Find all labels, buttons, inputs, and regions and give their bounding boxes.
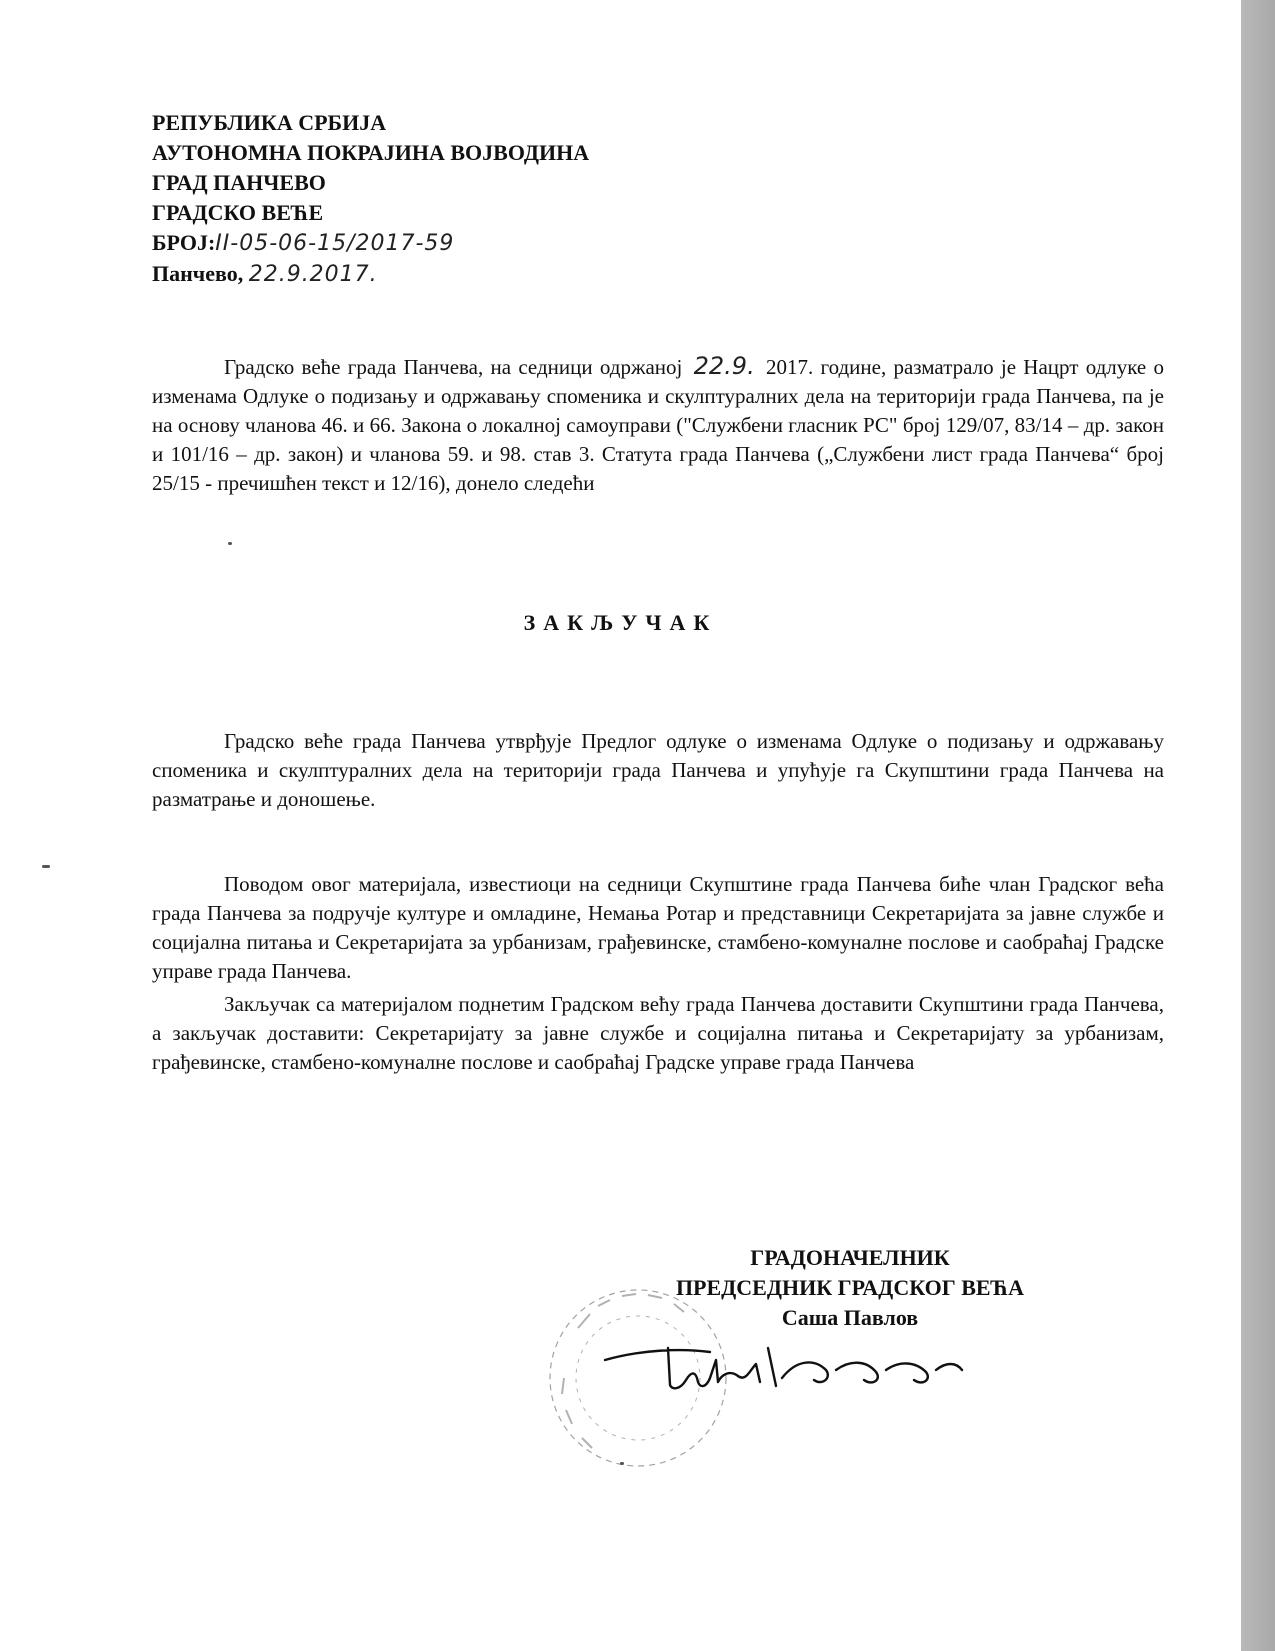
- paragraph-1: Градско веће града Панчева утврђује Предлог одлуке о изменама Одлуке о подизању и одржавању споменика и скулптуралних дела на територији града Панчева и упућује га Скупштини града Панчева на разматрање и доношење.: [152, 729, 1164, 811]
- header-council: ГРАДСКО ВЕЋЕ: [152, 200, 324, 225]
- signatory-name: Саша Павлов: [781, 1305, 919, 1330]
- handwritten-signature: [600, 1330, 1020, 1400]
- scan-speck: [228, 542, 232, 545]
- scan-speck: [42, 865, 50, 868]
- document-title: ЗАКЉУЧАК: [523, 610, 718, 635]
- intro-part2: 2017. године, разматрало је Нацрт одлуке о изменама Одлуке о подизању и одржавању споменика и скулптуралних дела на територији града Панчева, па је на основу чланова 46. и 66. Закона о локалној самоуправи ("Службени гласник РС" број 129/07, 83/14 – др. закон и 101/16 – др. закон) и чланова 59. и 98. став 3. Статута града Панчева („Службени лист града Панчева“ број 25/15 - пречишћен текст и 12/16), донело следећи: [152, 355, 1165, 495]
- council-president-title: ПРЕДСЕДНИК ГРАДСКОГ ВЕЋА: [675, 1275, 1025, 1300]
- header-place-date: [152, 259, 589, 290]
- date-value: 22.9.2017.: [248, 262, 378, 287]
- paragraph-3: Закључак са материјалом поднетим Градском већу града Панчева доставити Скупштини града Панчева, а закључак доставити: Секретаријату за јавне службе и социјална питања и Секретаријату за урбанизам, грађевинске, стамбено-комуналне послове и саобраћај Градске управе града Панчева: [152, 992, 1164, 1074]
- document-header: [152, 108, 589, 290]
- mayor-title: ГРАДОНАЧЕЛНИК: [750, 1245, 950, 1270]
- scan-speck: [620, 1462, 624, 1465]
- number-value: II-05-06-15/2017-59: [215, 231, 455, 256]
- header-province: АУТОНОМНА ПОКРАЈИНА ВОЈВОДИНА: [152, 140, 590, 165]
- intro-part1: Градско веће града Панчева, на седници одржаној: [224, 355, 683, 379]
- header-city: ГРАД ПАНЧЕВО: [152, 170, 326, 195]
- number-label: БРОЈ:: [152, 230, 216, 255]
- intro-paragraph: [152, 352, 1164, 498]
- signature-block: [640, 1243, 1060, 1333]
- header-number: [152, 228, 589, 259]
- session-date: 22.9.: [693, 352, 755, 380]
- scan-edge: [1241, 0, 1275, 1651]
- header-republic: РЕПУБЛИКА СРБИЈА: [152, 110, 387, 135]
- paragraph-2: Поводом овог материјала, известиоци на седници Скупштине града Панчева биће члан Градског већа града Панчева за подручје културе и омладине, Немања Ротар и представници Секретаријата за јавне службе и социјална питања и Секретаријата за урбанизам, грађевинске, стамбено-комуналне послове и саобраћај Градске управе града Панчева.: [152, 872, 1164, 983]
- place-label: Панчево,: [152, 261, 244, 286]
